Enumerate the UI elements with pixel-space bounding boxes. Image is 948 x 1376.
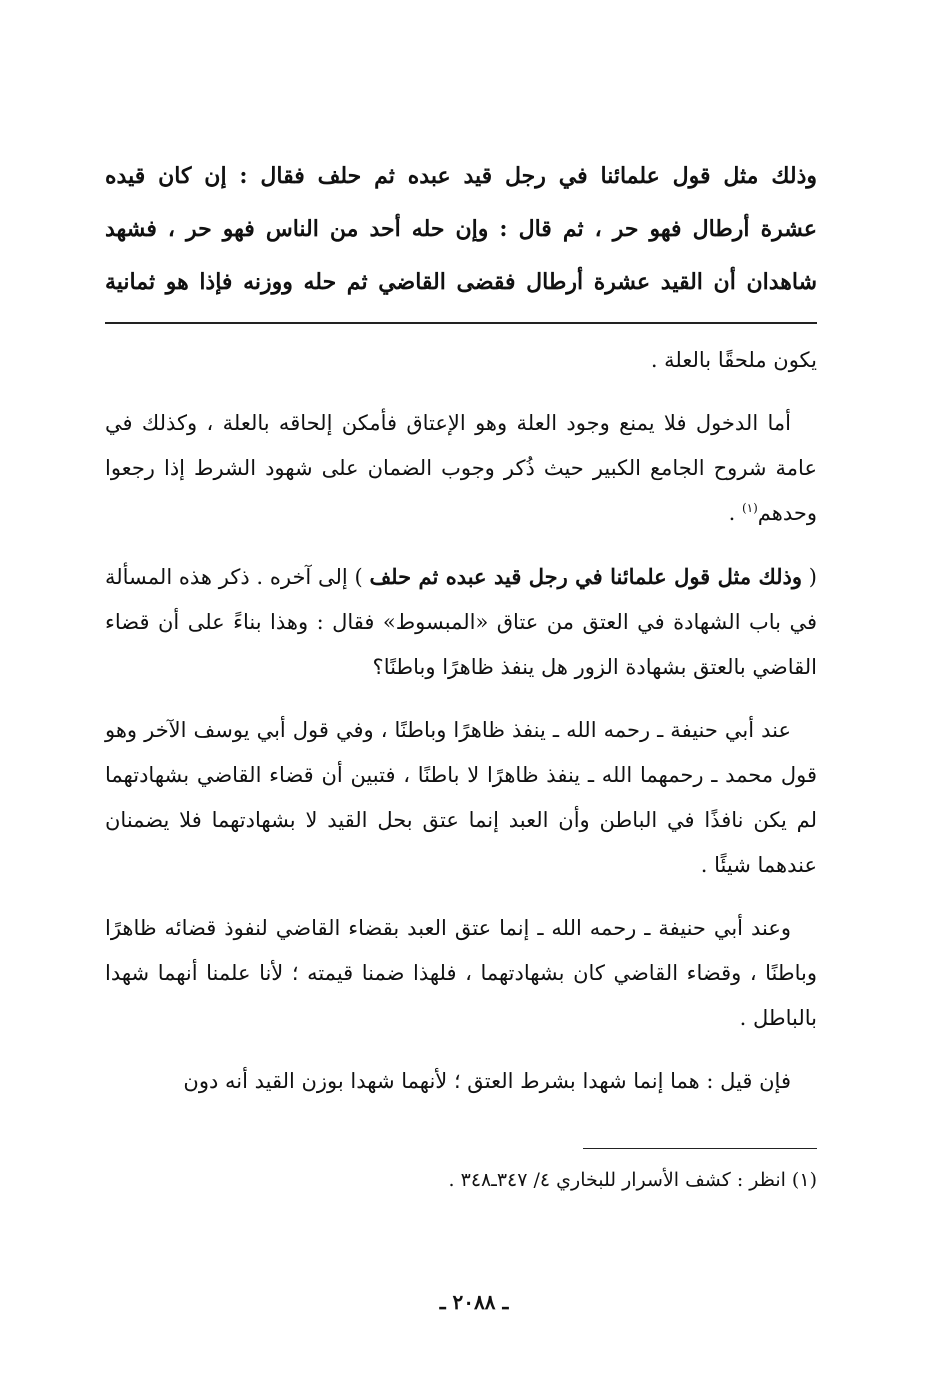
footnote: (١) انظر : كشف الأسرار للبخاري ٤/ ٣٤٧ـ٣٤٨ . — [448, 1169, 817, 1191]
commentary-paragraph: وعند أبي حنيفة ـ رحمه الله ـ إنما عتق العبد بقضاء القاضي لنفوذ قضائه ظاهرًا وباطنًا ، وقضاء القاضي كان بشهادتهما ، فلهذا ضمنا قيمته ؛ لأنا علمنا أنهما شهدا بالباطل . — [105, 916, 817, 1030]
page-number: ـ ٢٠٨٨ ـ — [439, 1290, 509, 1314]
quoted-matn: وذلك مثل قول علمائنا في رجل قيد عبده ثم حلف — [369, 564, 803, 589]
matn-text-block — [105, 150, 817, 309]
matn-separator-rule — [105, 322, 817, 324]
footnote-separator-rule — [583, 1148, 817, 1149]
commentary-text-block — [105, 338, 817, 1122]
commentary-paragraph: أما الدخول فلا يمنع وجود العلة وهو الإعتاق فأمكن إلحاقه بالعلة ، وكذلك في عامة شروح الجامع الكبير حيث ذُكر وجوب الضمان على شهود الشرط إذا رجعوا وحدهم$^{(١)}$ . — [105, 411, 817, 525]
commentary-paragraph: فإن قيل : هما إنما شهدا بشرط العتق ؛ لأنهما شهدا بوزن القيد أنه دون — [183, 1069, 791, 1093]
matn-line: وذلك مثل قول علمائنا في رجل قيد عبده ثم حلف فقال : إن كان قيده — [105, 163, 817, 189]
matn-line: شاهدان أن القيد عشرة أرطال فقضى القاضي ثم حله ووزنه فإذا هو ثمانية — [105, 269, 817, 295]
commentary-paragraph: يكون ملحقًا بالعلة . — [650, 348, 817, 372]
commentary-paragraph: ( وذلك مثل قول علمائنا في رجل قيد عبده ثم حلف ) إلى آخره . ذكر هذه المسألة في باب الشهادة في العتق من عتاق «المبسوط» فقال : وهذا بناءً على أن قضاء القاضي بالعتق بشهادة الزور هل ينفذ ظاهرًا وباطنًا؟ — [105, 564, 818, 679]
footnote-reference[interactable]: (١) — [741, 501, 758, 515]
commentary-paragraph: عند أبي حنيفة ـ رحمه الله ـ ينفذ ظاهرًا وباطنًا ، وفي قول أبي يوسف الآخر وهو قول محمد ـ رحمهما الله ـ ينفذ ظاهرًا لا باطنًا ، فتبين أن قضاء القاضي بشهادتهما لم يكن نافذًا في الباطن وأن العبد إنما عتق بحل القيد لا بشهادتهما فلا يضمنان عندهما شيئًا . — [105, 718, 817, 877]
matn-line: عشرة أرطال فهو حر ، ثم قال : وإن حله أحد من الناس فهو حر ، فشهد — [105, 216, 817, 242]
